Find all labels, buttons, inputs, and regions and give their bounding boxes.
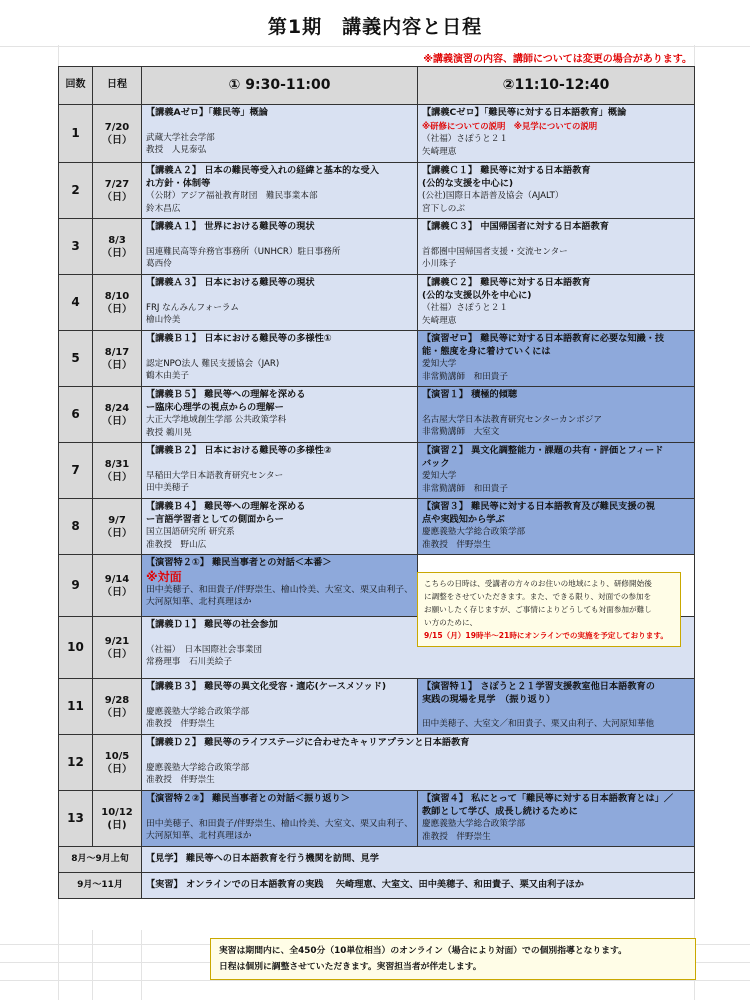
lecturer-org: 慶應義塾大学総合政策学部 (146, 706, 250, 717)
weekday-text: （日） (102, 191, 132, 203)
lecturer-org: 武蔵大学社会学部 (146, 132, 215, 143)
lecturer-org: （社福）さぽうと２１ (422, 303, 508, 313)
lecture-cell (142, 735, 695, 791)
date-text: 9/21 (104, 635, 130, 647)
session1-cell (142, 105, 418, 163)
lecturer-name: 葛西伶 (146, 259, 172, 269)
lecturer-org: （社福） 日本国際社会事業団 (146, 644, 263, 655)
lecturer-name: 准教授 伴野崇生 (422, 539, 491, 550)
weekday-text: （日） (102, 527, 132, 539)
lecture-title: 【講義Cゼロ】「難民等に対する日本語教育」概論 (422, 107, 627, 118)
spacer (422, 706, 690, 718)
session-number: 12 (59, 735, 93, 791)
session2-cell (418, 791, 695, 847)
session9-note (417, 572, 681, 647)
session-date (93, 617, 142, 679)
session-date (93, 735, 142, 791)
session-date (93, 331, 142, 387)
lecturer-name: 檜山怜美 (146, 315, 181, 325)
lecturer-name: 准教授 伴野崇生 (146, 719, 215, 729)
date-text: 7/27 (104, 178, 130, 190)
schedule-row (59, 679, 695, 735)
lecturer-org: （公財）アジア福祉教育財団 難民事業本部 (146, 191, 318, 201)
practicum-note (210, 938, 696, 980)
session-date (93, 275, 142, 331)
session-date (93, 163, 142, 219)
session-date (93, 791, 142, 847)
session-number: 6 (59, 387, 93, 443)
lecturer-name: 教授 鵜川晃 (146, 427, 192, 438)
practicum-note-line2: 日程は個別に調整させていただきます。実習担当者が伴走します。 (219, 962, 482, 972)
summary-activity: 【見学】 難民等への日本語教育を行う機関を訪問、見学 (142, 847, 695, 873)
session1-cell (142, 499, 418, 555)
schedule-row (59, 499, 695, 555)
weekday-text: （日） (102, 247, 132, 259)
session2-cell (418, 219, 695, 275)
session-date (93, 443, 142, 499)
lecture-title: 【演習１】 積極的傾聴 (422, 389, 518, 400)
session-number: 9 (59, 555, 93, 617)
date-text: 9/7 (108, 514, 126, 526)
lecture-title: 【講義Ｂ１】 日本における難民等の多様性① (146, 333, 332, 344)
facilitator-names: 田中美穂子、和田貴子/伴野崇生、檜山怜美、大室文、栗又由利子、大河原知華、北村真理ほか (146, 818, 413, 841)
lecturer-org: 早稲田大学日本語教育研究センター (146, 470, 284, 481)
lecturer-org: （社福）さぽうと２１ (422, 134, 508, 144)
lecture-title: 【講義Ｄ１】 難民等の社会参加 (146, 619, 278, 630)
facilitator-names: 田中美穂子、和田貴子/伴野崇生、檜山怜美、大室文、栗又由利子、大河原知華、北村真理ほか (146, 585, 413, 607)
date-text: 9/14 (104, 573, 130, 585)
session-date (93, 499, 142, 555)
spacer (422, 234, 690, 246)
session-number: 11 (59, 679, 93, 735)
lecture-title: 【講義Ｃ２】 難民等に対する日本語教育 (422, 277, 591, 288)
date-text: 9/28 (104, 694, 130, 706)
session-date (93, 679, 142, 735)
session1-cell (142, 163, 418, 219)
lecturer-org: 慶應義塾大学総合政策学部 (146, 762, 250, 773)
lecture-title: 【講義Ａ３】 日本における難民等の現状 (146, 277, 315, 288)
session-date (93, 555, 142, 617)
schedule-row (59, 163, 695, 219)
date-text: 7/20 (104, 121, 130, 133)
schedule-table (58, 66, 695, 899)
spacer (146, 120, 413, 132)
lecture-title: 【講義Ｂ３】 難民等の異文化受容・適応(ケースメソッド) (146, 681, 387, 692)
schedule-row (59, 331, 695, 387)
lecturer-name: 田中美穂子、大室文／和田貴子、栗又由利子、大河原知華他 (422, 719, 655, 729)
lecture-title: 【演習ゼロ】 難民等に対する日本語教育に必要な知識・技 (422, 333, 665, 344)
session-number: 8 (59, 499, 93, 555)
lecturer-name: 教授 人見泰弘 (146, 145, 207, 155)
lecturer-org: 愛知大学 (422, 471, 457, 481)
lecturer-name: 准教授 伴野崇生 (146, 775, 215, 785)
lecturer-name: 非常勤講師 和田貴子 (422, 371, 508, 382)
schedule-row (59, 387, 695, 443)
lecture-title: 【講義Ｄ２】 難民等のライフステージに合わせたキャリアプランと日本語教育 (146, 737, 470, 748)
lecturer-name: 非常勤講師 和田貴子 (422, 483, 508, 494)
lecturer-name: 鈴木昌広 (146, 203, 181, 214)
grid-line (0, 980, 750, 981)
lecturer-org: (公社)国際日本語普及協会（AJALT） (422, 191, 564, 201)
lecture-title: 【演習２】 異文化調整能力・課題の共有・評価とフィード (422, 445, 664, 456)
in-person-mark: ※対面 (146, 569, 182, 584)
lecturer-name: 鶴木由美子 (146, 371, 189, 381)
weekday-text: （日） (102, 707, 132, 719)
lecture-title-cont: 実践の現場を見学 （振り返り） (422, 693, 556, 705)
lecture-title: 【演習３】 難民等に対する日本語教育及び難民支援の視 (422, 501, 655, 512)
session2-cell (418, 387, 695, 443)
lecture-title-cont: 能・態度を身に着けていくには (422, 345, 551, 357)
lecturer-name: 田中美穂子 (146, 483, 189, 493)
lecture-title: 【講義Ａ１】 世界における難民等の現状 (146, 221, 315, 232)
lecturer-org: 慶應義塾大学総合政策学部 (422, 819, 526, 829)
spacer (146, 346, 413, 358)
lecture-title-cont: 教師として学び、成長し続けるために (422, 805, 578, 817)
session-number: 7 (59, 443, 93, 499)
lecture-title: 【演習特２②】 難民当事者との対話＜振り返り＞ (146, 793, 350, 804)
date-text: 8/10 (104, 290, 130, 302)
weekday-text: （日） (102, 134, 132, 146)
grid-line (141, 930, 142, 1000)
lecture-title: 【講義Aゼロ】「難民等」概論 (146, 107, 268, 118)
date-text: 8/17 (104, 346, 130, 358)
lecture-title-cont: バック (422, 457, 450, 469)
weekday-text: (日) (107, 819, 127, 831)
weekday-text: （日） (102, 415, 132, 427)
grid-line (0, 46, 750, 47)
session2-cell (418, 275, 695, 331)
summary-row (59, 873, 695, 899)
date-text: 8/3 (108, 234, 126, 246)
lecture-title: 【講義Ｃ１】 難民等に対する日本語教育 (422, 165, 591, 176)
session-number: 1 (59, 105, 93, 163)
note-line: に調整をさせていただきます。また、できる限り、対面での参加を (424, 592, 652, 601)
summary-period: 8月～9月上旬 (59, 847, 142, 873)
lecturer-name: 小川珠子 (422, 259, 457, 269)
date-text: 10/12 (101, 806, 133, 818)
lecture-title: 【講義Ｂ５】 難民等への理解を深める (146, 389, 306, 400)
lecture-title-cont: ー言語学習者としての側面からー (146, 513, 284, 525)
lecturer-name: 宮下しのぶ (422, 203, 465, 214)
schedule-row (59, 275, 695, 331)
session1-cell (142, 443, 418, 499)
lecture-title: 【講義Ｂ２】 日本における難民等の多様性② (146, 445, 332, 456)
note-line: い方のために、 (424, 618, 478, 627)
session-date (93, 219, 142, 275)
weekday-text: （日） (102, 586, 132, 598)
weekday-text: （日） (102, 763, 132, 775)
practicum-note-line1: 実習は期間内に、全450分（10単位相当）のオンライン（場合により対面）での個別指導となります。 (219, 946, 627, 956)
change-notice: ※講義演習の内容、講師については変更の場合があります。 (423, 54, 692, 65)
session1-cell (142, 275, 418, 331)
spacer (422, 402, 690, 414)
header-session2: ②11:10-12:40 (418, 67, 695, 105)
lecturer-org: 大正大学地域創生学部 公共政策学科 (146, 415, 287, 425)
session-number: 2 (59, 163, 93, 219)
session1-cell (142, 679, 418, 735)
lecture-title: 【演習４】 私にとって「難民等に対する日本語教育とは」／ (422, 793, 674, 804)
session-number: 3 (59, 219, 93, 275)
weekday-text: （日） (102, 648, 132, 660)
summary-activity: 【実習】 オンラインでの日本語教育の実践 矢崎理恵、大室文、田中美穂子、和田貴子、栗又由利子ほか (142, 873, 695, 899)
schedule-row (59, 105, 695, 163)
session1-cell (142, 791, 418, 847)
schedule-row (59, 791, 695, 847)
lecture-title: 【演習特１】 さぽうと２１学習支援教室他日本語教育の (422, 681, 655, 692)
lecturer-org: 愛知大学 (422, 359, 457, 369)
spacer (146, 750, 690, 762)
note-line: お願いしたく存じますが、ご事情によりどうしても対面参加が難し (424, 605, 652, 614)
session-number: 4 (59, 275, 93, 331)
spacer (146, 458, 413, 470)
lecture-title: 【講義Ｃ３】 中国帰国者に対する日本語教育 (422, 221, 609, 232)
lecture-title-cont: ー臨床心理学の視点からの理解ー (146, 401, 284, 413)
spacer (146, 234, 413, 246)
online-schedule-note: 9/15（月）19時半～21時にオンラインでの実施を予定しております。 (424, 631, 668, 640)
session-number: 5 (59, 331, 93, 387)
session-number: 10 (59, 617, 93, 679)
schedule-row (59, 443, 695, 499)
weekday-text: （日） (102, 303, 132, 315)
lecture-title: 【講義Ｂ４】 難民等への理解を深める (146, 501, 306, 512)
spacer (146, 290, 413, 302)
lecturer-org: 首都圏中国帰国者支援・交流センター (422, 246, 568, 257)
schedule-row (59, 735, 695, 791)
date-text: 8/24 (104, 402, 130, 414)
spacer (146, 694, 413, 706)
header-num: 回数 (59, 67, 93, 105)
session1-cell (142, 555, 418, 617)
session2-cell (418, 443, 695, 499)
lecturer-org: 慶應義塾大学総合政策学部 (422, 527, 526, 537)
explanation-note: ※研修についての説明 ※見学についての説明 (422, 120, 598, 131)
summary-row (59, 847, 695, 873)
lecture-title-cont: (公的な支援を中心に) (422, 177, 514, 189)
grid-line (92, 930, 93, 1000)
session1-cell (142, 331, 418, 387)
lecturer-name: 准教授 伴野崇生 (422, 831, 491, 842)
lecturer-org: 名古屋大学日本法教育研究センターカンボジア (422, 414, 602, 425)
session2-cell (418, 679, 695, 735)
session1-cell (142, 219, 418, 275)
summary-period: 9月～11月 (59, 873, 142, 899)
lecturer-name: 准教授 野山広 (146, 539, 207, 550)
spacer (146, 806, 413, 818)
lecturer-org: FRJ なんみんフォーラム (146, 302, 240, 313)
session2-cell (418, 105, 695, 163)
weekday-text: （日） (102, 359, 132, 371)
date-text: 10/5 (104, 750, 130, 762)
header-session1: ① 9:30-11:00 (142, 67, 418, 105)
lecturer-org: 認定NPO法人 難民支援協会（JAR) (146, 358, 280, 369)
lecturer-name: 矢崎理恵 (422, 146, 457, 157)
lecture-title-cont: れ方針・体制等 (146, 177, 211, 189)
lecture-title-cont: 点や実践知から学ぶ (422, 513, 505, 525)
session-number: 13 (59, 791, 93, 847)
session-date (93, 387, 142, 443)
session2-cell (418, 331, 695, 387)
lecturer-name: 常務理事 石川美絵子 (146, 657, 232, 667)
lecturer-org: 国立国語研究所 研究系 (146, 527, 235, 537)
lecture-title: 【演習特２①】 難民当事者との対話＜本番＞ (146, 557, 332, 568)
session-date (93, 105, 142, 163)
lecturer-name: 矢崎理恵 (422, 315, 457, 326)
note-line: こちらの日時は、受講者の方々のお住いの地域により、研修開始後 (424, 579, 652, 588)
schedule-row (59, 219, 695, 275)
session1-cell (142, 387, 418, 443)
weekday-text: （日） (102, 471, 132, 483)
header-date: 日程 (93, 67, 142, 105)
session2-cell (418, 163, 695, 219)
page-title: 第1期 講義内容と日程 (267, 16, 483, 38)
date-text: 8/31 (104, 458, 130, 470)
session2-cell (418, 499, 695, 555)
lecturer-name: 非常勤講師 大室文 (422, 427, 500, 437)
lecturer-org: 国連難民高等弁務官事務所（UNHCR）駐日事務所 (146, 246, 341, 257)
header-row (59, 67, 695, 105)
lecture-title: 【講義Ａ２】 日本の難民等受入れの経緯と基本的な受入 (146, 165, 379, 176)
lecture-title-cont: (公的な支援以外を中心に) (422, 289, 532, 301)
